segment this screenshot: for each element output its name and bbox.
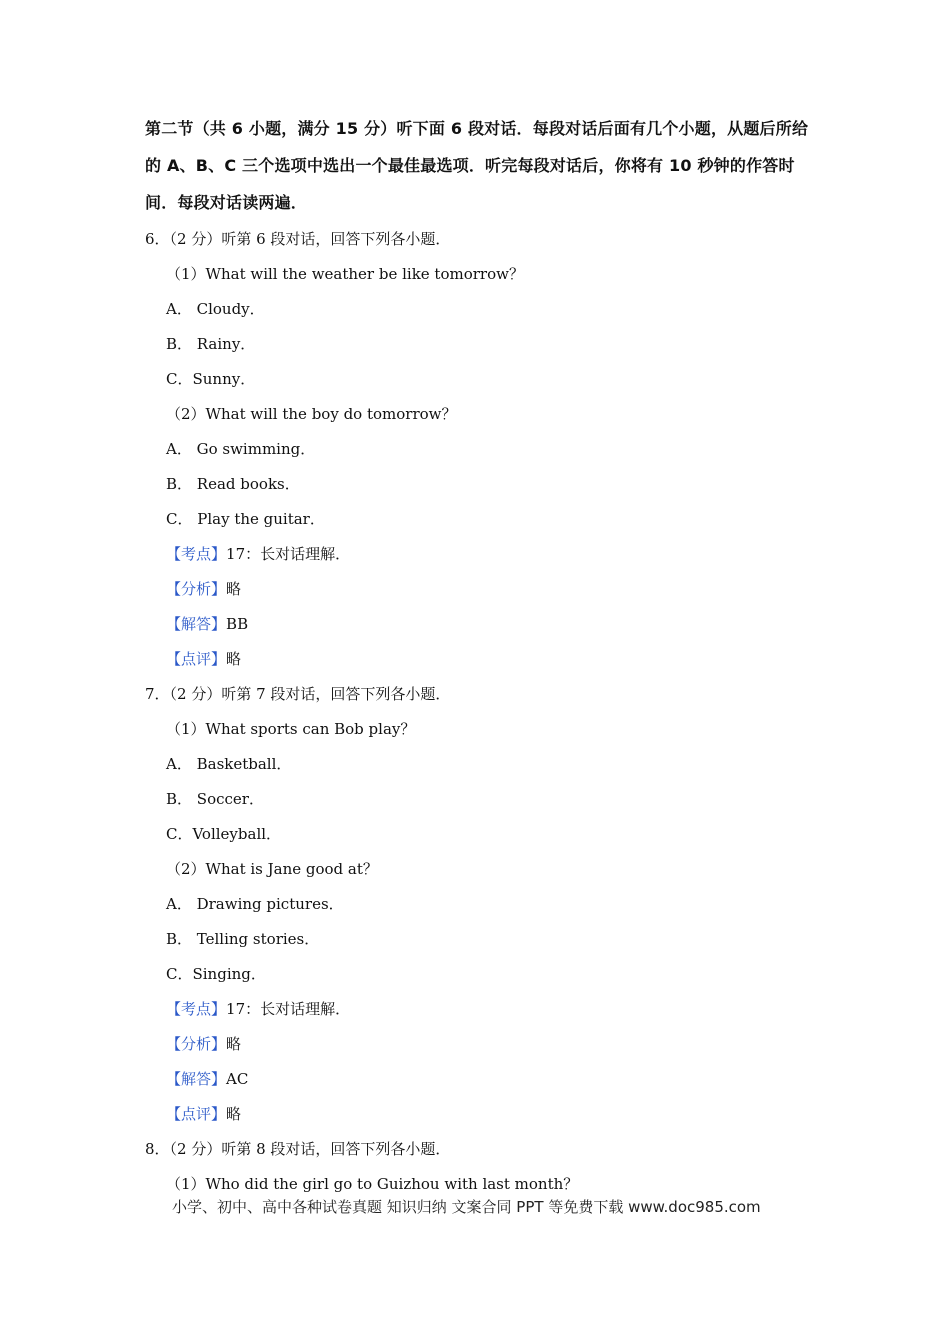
jieda-value: AC	[226, 1070, 249, 1088]
question-8-header: 8．（2 分）听第 8 段对话，回答下列各小题．	[145, 1140, 451, 1158]
dianping-value: 略	[226, 650, 242, 668]
kaodian-value: 17：长对话理解．	[226, 545, 351, 563]
question-6-1-option-a: A． Cloudy．	[166, 300, 265, 318]
question-7-sub-1: （1）What sports can Bob play？	[166, 720, 416, 738]
question-6-jieda: 【解答】BB	[166, 615, 249, 633]
question-6-kaodian: 【考点】17：长对话理解．	[166, 545, 351, 563]
kaodian-value: 17：长对话理解．	[226, 1000, 351, 1018]
fenxi-value: 略	[226, 580, 242, 598]
question-7-1-option-c: C．Volleyball．	[166, 825, 282, 843]
kaodian-label: 考点	[181, 545, 212, 563]
question-6-sub-2: （2）What will the boy do tomorrow？	[166, 405, 457, 423]
jieda-label: 解答	[181, 1070, 212, 1088]
dianping-label: 点评	[181, 1105, 212, 1123]
question-7-sub-2: （2）What is Jane good at？	[166, 860, 378, 878]
jieda-value: BB	[226, 615, 249, 633]
question-6-2-option-a: A． Go swimming．	[166, 440, 316, 458]
question-7-2-option-c: C．Singing．	[166, 965, 266, 983]
question-6-header: 6．（2 分）听第 6 段对话，回答下列各小题．	[145, 230, 451, 248]
dianping-value: 略	[226, 1105, 242, 1123]
question-8-sub-1: （1）Who did the girl go to Guizhou with last month？	[166, 1175, 579, 1193]
section-intro: 第二节（共 6 小题，满分 15 分）听下面 6 段对话．每段对话后面有几个小题，从题后所给的 A、B、C 三个选项中选出一个最佳最选项．听完每段对话后，你将有 10 秒钟的作答时间．每段对话读两遍．	[145, 119, 809, 212]
question-6-2-option-c: C． Play the guitar．	[166, 510, 325, 528]
question-7-dianping: 【点评】略	[166, 1105, 242, 1123]
fenxi-value: 略	[226, 1035, 242, 1053]
fenxi-label: 分析	[181, 1035, 212, 1053]
kaodian-label: 考点	[181, 1000, 212, 1018]
question-7-jieda: 【解答】AC	[166, 1070, 249, 1088]
question-7-1-option-a: A． Basketball．	[166, 755, 292, 773]
question-6-1-option-b: B． Rainy．	[166, 335, 256, 353]
question-6-fenxi: 【分析】略	[166, 580, 242, 598]
dianping-label: 点评	[181, 650, 212, 668]
question-6-1-option-c: C．Sunny．	[166, 370, 256, 388]
question-6-dianping: 【点评】略	[166, 650, 242, 668]
question-7-header: 7．（2 分）听第 7 段对话，回答下列各小题．	[145, 685, 451, 703]
fenxi-label: 分析	[181, 580, 212, 598]
question-7-1-option-b: B． Soccer．	[166, 790, 264, 808]
question-7-2-option-a: A． Drawing pictures．	[166, 895, 344, 913]
question-7-kaodian: 【考点】17：长对话理解．	[166, 1000, 351, 1018]
jieda-label: 解答	[181, 615, 212, 633]
question-7-fenxi: 【分析】略	[166, 1035, 242, 1053]
question-6-sub-1: （1）What will the weather be like tomorrow？	[166, 265, 524, 283]
footer-watermark-text: 小学、初中、高中各种试卷真题 知识归纳 文案合同 PPT 等免费下载 www.doc985.com	[172, 1198, 761, 1216]
question-6-2-option-b: B． Read books．	[166, 475, 300, 493]
question-7-2-option-b: B． Telling stories．	[166, 930, 320, 948]
